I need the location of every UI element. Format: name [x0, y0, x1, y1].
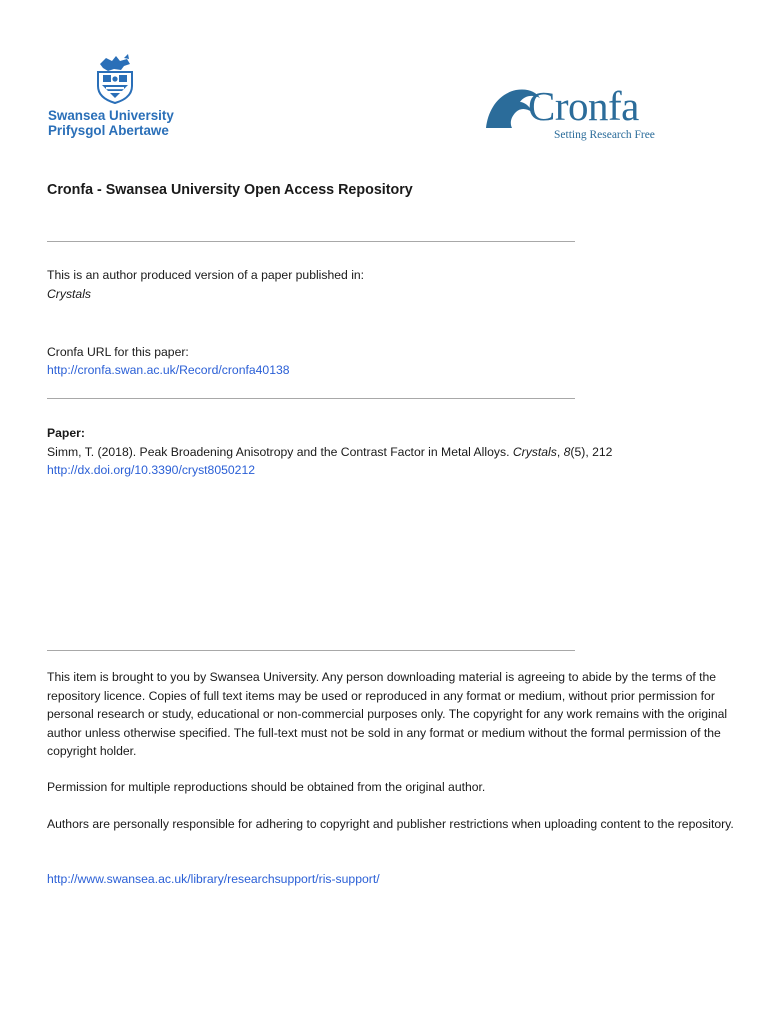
cronfa-url-label: Cronfa URL for this paper:: [47, 345, 189, 359]
journal-name: Crystals: [47, 287, 92, 301]
paper-heading: Paper:: [47, 426, 85, 440]
cronfa-tagline: Setting Research Free: [554, 129, 655, 141]
reproduction-notice: Permission for multiple reproductions should be obtained from the original author.: [47, 780, 486, 794]
author-responsibility-notice: Authors are personally responsible for adhering to copyright and publisher restrictions when uploading content to the repository.: [47, 817, 734, 831]
licence-notice: This item is brought to you by Swansea University. Any person downloading material is agreeing to abide by the terms of the repository licence. Copies of full text items may be used or reproduced in any format or medium, without prior permission for personal research or study, educational or non-commercial purposes only. The copyright for any work remains with the original author unless otherwise specified. The full-text must not be sold in any format or medium without the formal permission of the copyright holder.: [47, 670, 728, 759]
cronfa-logo: [484, 84, 684, 146]
cronfa-wordmark: Cronfa: [528, 83, 639, 129]
doi-link[interactable]: http://dx.doi.org/10.3390/cryst8050212: [47, 463, 256, 477]
support-url-line: [47, 870, 380, 889]
university-name: [48, 108, 174, 138]
published-in-journal: [47, 285, 91, 304]
ris-support-link[interactable]: http://www.swansea.ac.uk/library/researchsupport/ris-support/: [47, 872, 380, 886]
swansea-university-logo: [44, 52, 194, 142]
divider: [47, 650, 575, 651]
citation-journal: Crystals: [512, 445, 557, 459]
citation-text: Simm, T. (2018). Peak Broadening Anisotropy and the Contrast Factor in Metal Alloys.: [47, 445, 513, 459]
citation-separator: ,: [556, 445, 564, 459]
university-name-welsh: Prifysgol Abertawe: [48, 123, 169, 138]
cronfa-url-line: [47, 361, 290, 380]
cronfa-record-link[interactable]: http://cronfa.swan.ac.uk/Record/cronfa40138: [47, 363, 290, 377]
paper-citation: [47, 443, 612, 462]
university-crest-icon: [94, 52, 136, 104]
published-in-label: This is an author produced version of a paper published in:: [47, 268, 365, 282]
doi-line: [47, 461, 255, 480]
university-name-english: Swansea University: [48, 108, 174, 123]
citation-volume: 8: [563, 445, 571, 459]
divider: [47, 241, 575, 242]
divider: [47, 398, 575, 399]
page-title: Cronfa - Swansea University Open Access Repository: [47, 182, 413, 198]
citation-issue-pages: (5), 212: [570, 445, 613, 459]
